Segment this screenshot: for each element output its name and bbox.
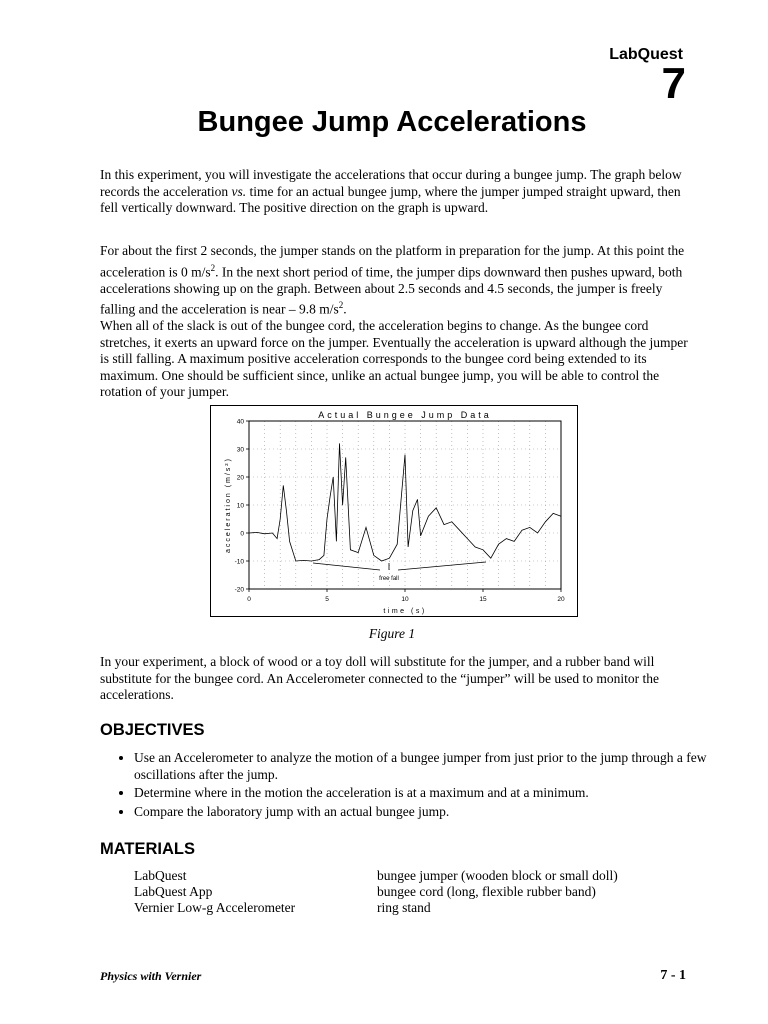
- y-axis-label: acceleration (m/s²): [225, 457, 232, 553]
- experiment-number: 7: [661, 59, 686, 108]
- objectives-heading: OBJECTIVES: [100, 721, 205, 739]
- y-tick-label: 30: [236, 446, 244, 454]
- y-tick-label: -20: [234, 586, 244, 594]
- bungee-chart: [210, 405, 578, 617]
- series-label: LabQuest: [609, 46, 683, 63]
- chart-title: Actual Bungee Jump Data: [318, 410, 492, 420]
- objective-item: • Determine where in the motion the acceleration is at a maximum and at a minimum.: [134, 785, 709, 802]
- footer-book-title: Physics with Vernier: [100, 969, 202, 983]
- y-tick-label: 20: [236, 474, 244, 482]
- y-tick-label: 0: [240, 530, 244, 538]
- material-item: ring stand: [377, 900, 431, 915]
- x-tick-label: 15: [479, 596, 487, 603]
- materials-row: [134, 868, 618, 884]
- x-tick-label: 10: [401, 596, 409, 603]
- materials-row: [134, 900, 618, 916]
- second-paragraph: For about the first 2 seconds, the jumper stands on the platform in preparation for the jump. At this point the acceleration is 0 $m/s^2$. In the next short period of time, the jumper dips downward then pushes upward, both accelerations showing up on the graph. Between about 2.5 seconds and 4.5 seconds, the jumper is freely falling and the acceleration is near – 9.8 $m/s^2$.: [100, 243, 685, 317]
- x-axis-label: time (s): [383, 608, 427, 615]
- material-item: bungee jumper (wooden block or small doll): [377, 868, 618, 883]
- materials-list: [134, 868, 618, 916]
- material-item: LabQuest App: [134, 884, 213, 899]
- figure-caption: Figure 1: [368, 626, 416, 641]
- y-tick-label: 10: [236, 502, 244, 510]
- material-item: Vernier Low-g Accelerometer: [134, 900, 296, 915]
- fourth-paragraph: In your experiment, a block of wood or a toy doll will substitute for the jumper, and a rubber band will substitute for the bungee cord. An Accelerometer connected to the “jumper” will be used to monitor the accelerations.: [100, 654, 659, 702]
- page-number: 7 - 1: [660, 968, 686, 983]
- objectives-list: [118, 750, 709, 822]
- objective-item: • Use an Accelerometer to analyze the motion of a bungee jumper from just prior to the jump through a few oscillations after the jump.: [134, 750, 709, 783]
- materials-row: [134, 884, 618, 900]
- material-item: LabQuest: [134, 868, 187, 883]
- x-tick-label: 0: [247, 596, 251, 603]
- annotation-label: free fall: [379, 576, 399, 582]
- intro-paragraph: In this experiment, you will investigate the accelerations that occur during a bungee jump. The graph below records the acceleration vs. time for an actual bungee jump, where the jumper jumped straight upward, then fell vertically downward. The positive direction on the graph is upward.: [100, 167, 682, 215]
- objective-item: • Compare the laboratory jump with an actual bungee jump.: [134, 804, 709, 821]
- y-tick-label: 40: [236, 418, 244, 426]
- materials-heading: MATERIALS: [100, 840, 196, 858]
- third-paragraph: When all of the slack is out of the bungee cord, the acceleration begins to change. As the bungee cord stretches, it exerts an upward force on the jumper. Eventually the acceleration is upward although the jumper is still falling. A maximum positive acceleration corresponds to the bungee cord being extended to its maximum. One should be sufficient since, unlike an actual bungee jump, you will be able to control the rotation of your jumper.: [100, 318, 688, 399]
- material-item: bungee cord (long, flexible rubber band): [377, 884, 596, 899]
- x-tick-label: 20: [557, 596, 565, 603]
- y-tick-label: -10: [234, 558, 244, 566]
- page-title: Bungee Jump Accelerations: [197, 106, 587, 138]
- x-tick-label: 5: [325, 596, 329, 603]
- chart-frame: [211, 406, 578, 617]
